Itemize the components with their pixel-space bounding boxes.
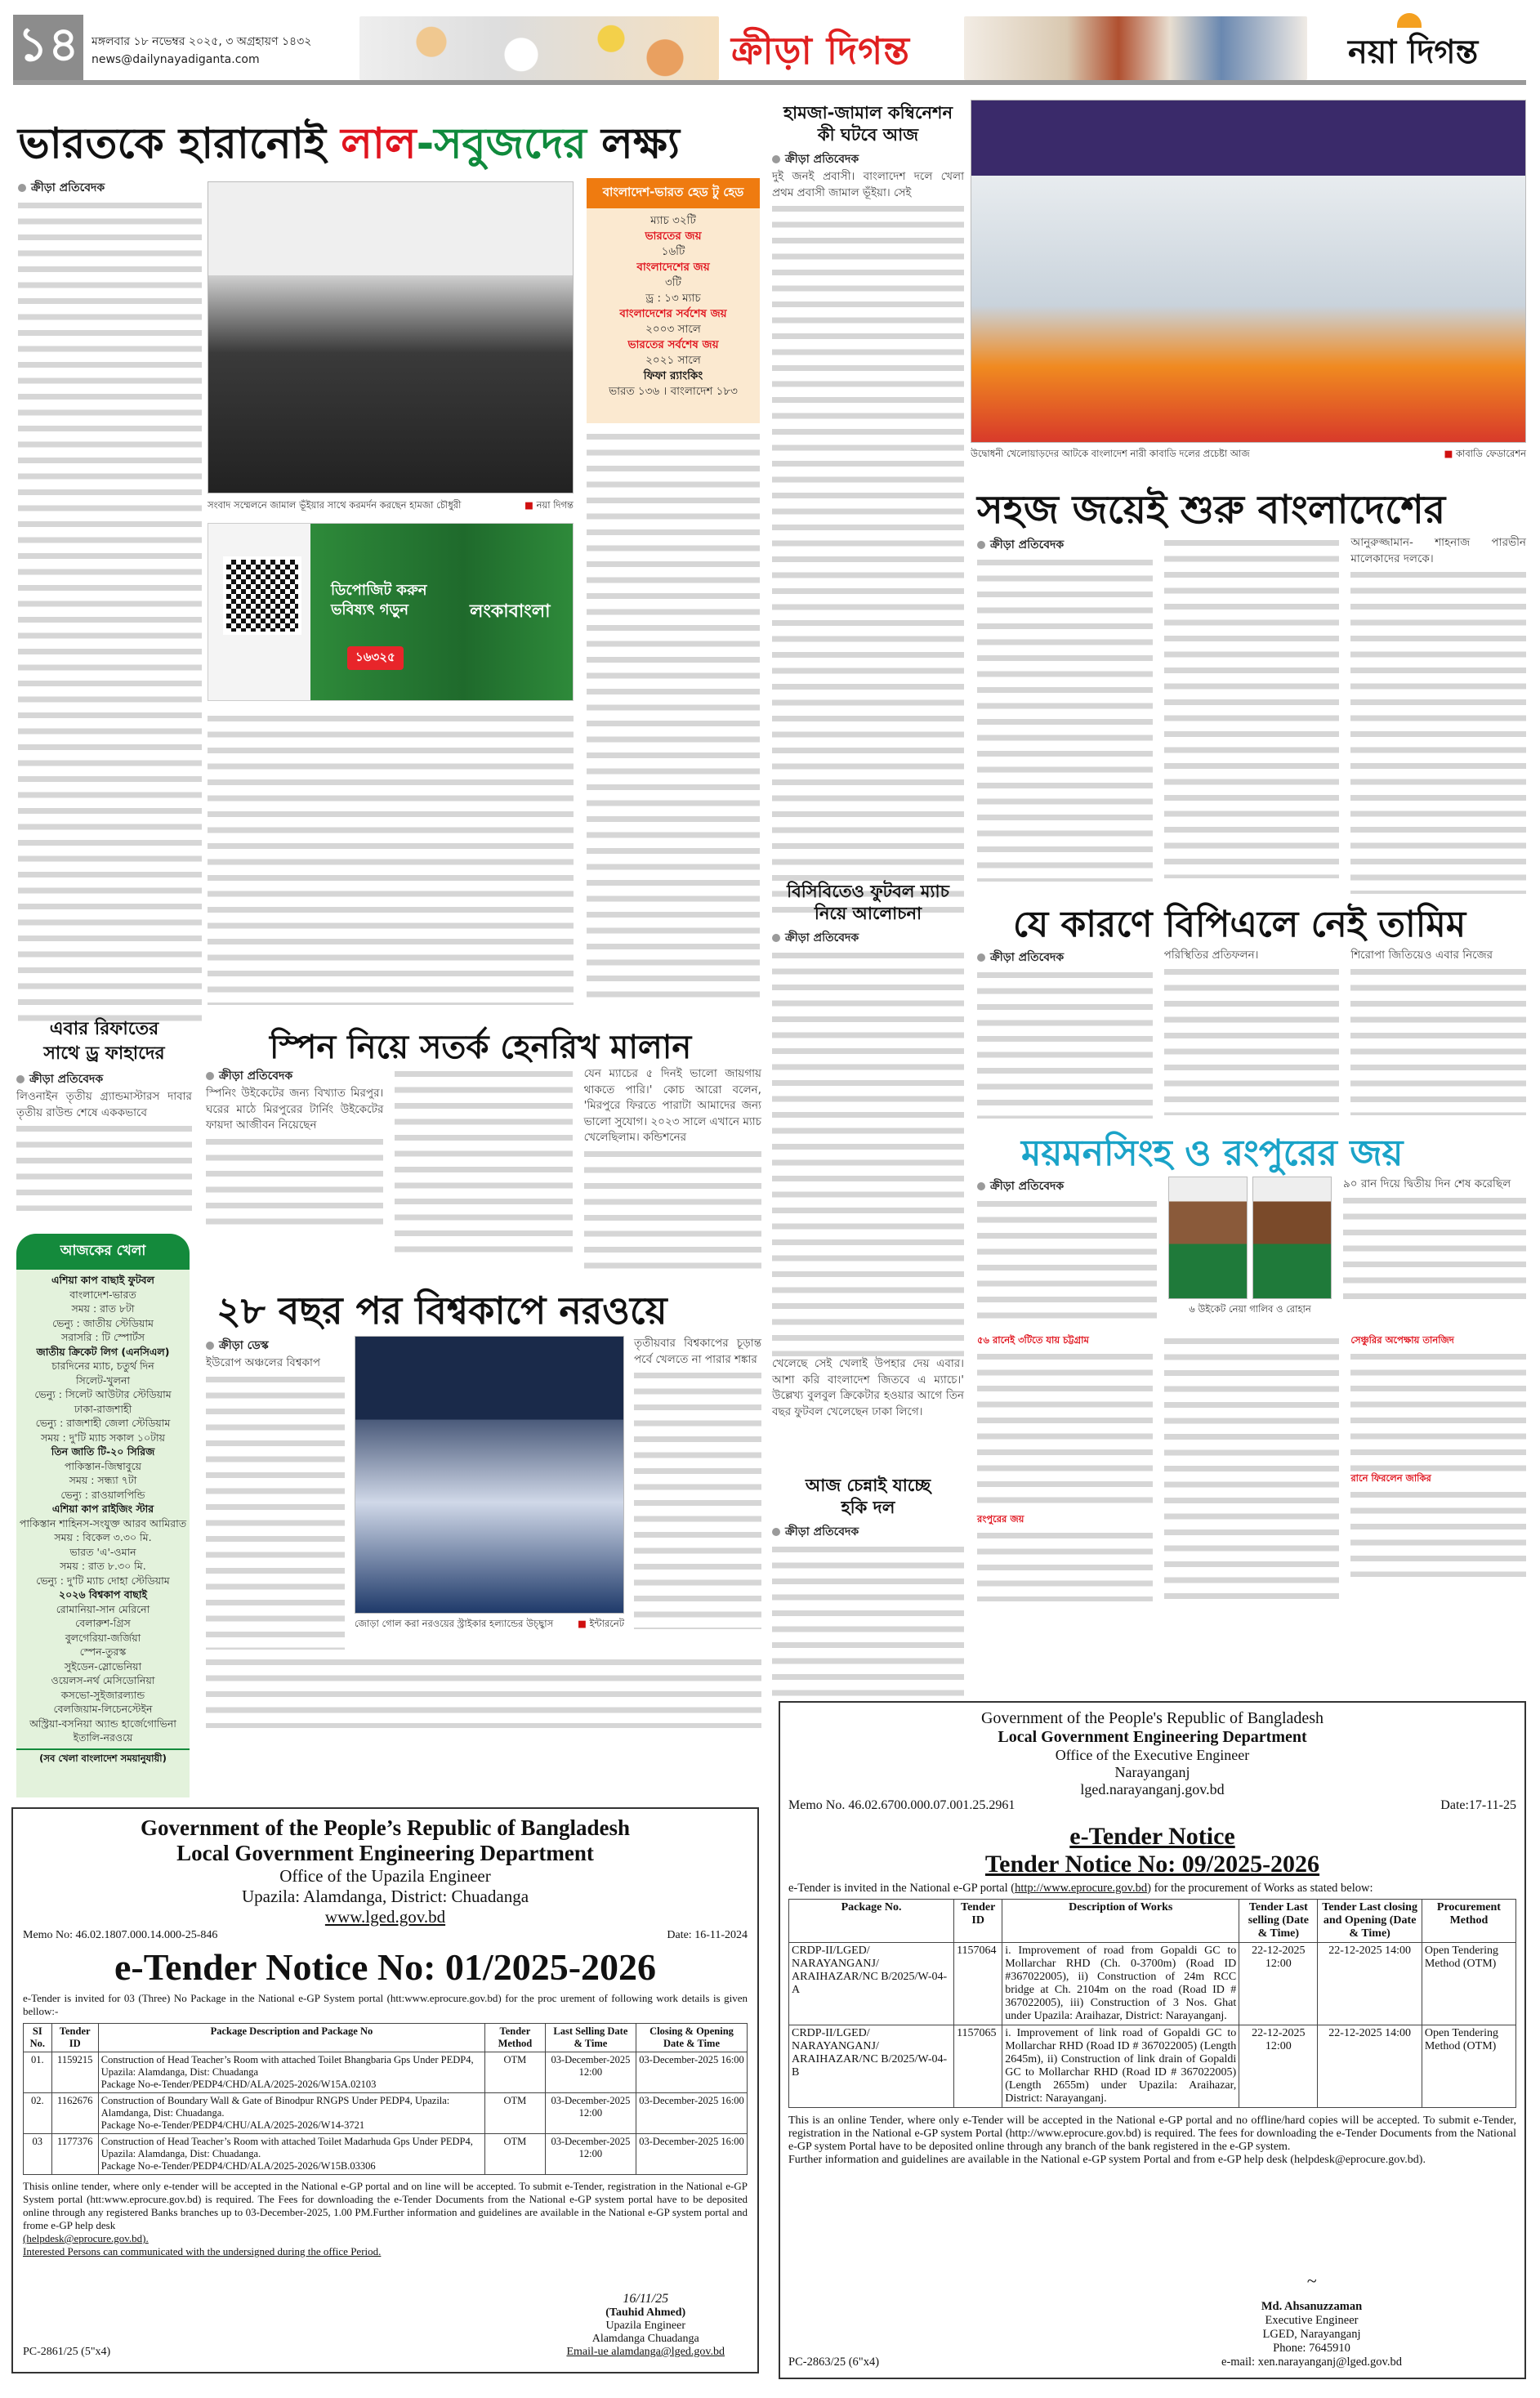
closing-date-cell: 03-December-2025 16:00 (636, 2093, 748, 2134)
games-item: সময় : সন্ধ্যা ৭টা (69, 1474, 137, 1486)
tender-right-office: Office of the Executive Engineer (1055, 1747, 1250, 1763)
games-item: পাকিস্তান শাহিনস-সংযুক্ত আরব আমিরাত (19, 1516, 187, 1529)
todays-games-title: আজকের খেলা (16, 1234, 190, 1270)
bullet-icon (18, 184, 26, 192)
spin-story (206, 1066, 761, 1277)
head-to-head-row: ম্যাচ ৩২টি (650, 214, 696, 227)
norway-right-lead: তৃতীয়বার বিশ্বকাপের চূড়ান্ত পর্বে খেলতে না পারার শঙ্কার (634, 1337, 761, 1366)
games-item: সময় : দু'টি ম্যাচ সকাল ১০টায় (41, 1431, 165, 1444)
norway-headline: ২৮ বছর পর বিশ্বকাপে নরওয়ে (216, 1288, 667, 1333)
tender-right-signer-name: Md. Ahsanuzzaman (1261, 2300, 1363, 2313)
kabaddi-photo-caption: উদ্বোধনী খেলোয়াড়দের আটকে বাংলাদেশ নারী কাবাডি দলের প্রচেষ্টা আজ (971, 448, 1250, 459)
lead-headline-part1: ভারতকে হারানোই (18, 119, 341, 168)
games-category: তিন জাতি টি-২০ সিরিজ (51, 1445, 155, 1458)
head-to-head-row: বাংলাদেশের সর্বশেষ জয় (619, 307, 727, 320)
easy-win-story (977, 535, 1526, 894)
tender-left-intro: e-Tender is invited for 03 (Three) No Package in the National e-GP System portal (htt:www.eprocure.gov.bd) for the proc urement of following work details is given bellow:- (23, 1992, 748, 2017)
table-header-cell: Package No. (789, 1900, 954, 1943)
tender-left-signer-email[interactable]: Email-ue alamdanga@lged.gov.bd (566, 2346, 725, 2358)
tender-right-intro: e-Tender is invited in the National e-GP portal (http://www.eprocure.gov.bd) for the procurement of Works as stated below: (788, 1882, 1373, 1895)
bullet-icon (16, 1075, 25, 1083)
easy-win-col3 (1350, 567, 1526, 894)
todays-games-rows (16, 1270, 190, 1745)
easy-win-headline: সহজ জয়েই শুরু বাংলাদেশের (977, 487, 1446, 533)
games-item: ঢাকা-রাজশাহী (74, 1402, 132, 1415)
hamza-story (772, 102, 964, 920)
tender-right-subtitle: Tender Notice No: 09/2025-2026 (984, 1851, 1320, 1878)
lead-story-continued (208, 711, 574, 1005)
tender-right-memo-row (788, 1798, 1516, 1813)
head-to-head-row: ২০০৩ সালে (645, 323, 701, 336)
kabaddi-photo (971, 100, 1526, 443)
description-cell: Construction of Head Teacher’s Room with attached Toilet Madarhuda Gps Under PEDP4, Upazila: Alamdanga, Dist: Chuadanga. Package No-e-Tender/PEDP4/CHD/ALA/2025-2026/W15B.03306 (98, 2134, 484, 2175)
head-to-head-row: ২০২১ সালে (645, 354, 701, 367)
signature-icon: ~ (1306, 2271, 1317, 2291)
tamim-headline: যে কারণে বিপিএলে নেই তামিম (1013, 904, 1466, 945)
closing-date-cell: 03-December-2025 16:00 (636, 2134, 748, 2175)
bullet-icon (772, 1528, 780, 1536)
tender-right-memo: Memo No. 46.02.6700.000.07.001.25.2961 (788, 1798, 1016, 1812)
ad-brand: লংকাবাংলা (470, 601, 551, 622)
ncl-right-lead: ৯০ রান দিয়ে দ্বিতীয় দিন শেষ করেছিল (1343, 1177, 1511, 1190)
tender-right-signer-org: LGED, Narayanganj (1262, 2328, 1361, 2341)
bullet-icon (772, 155, 780, 163)
head-to-head-row: বাংলাদেশের জয় (636, 261, 710, 274)
tender-right-table-header (789, 1900, 1516, 1943)
rifat-byline: ক্রীড়া প্রতিবেদক (16, 1069, 192, 1089)
rifat-story (16, 1017, 192, 1211)
games-item: ভেন্যু : দু'টি ম্যাচ দোহা স্টেডিয়াম (36, 1574, 170, 1587)
tender-right-dept: Local Government Engineering Department (998, 1728, 1307, 1746)
table-row (24, 2052, 748, 2093)
table-header-cell: Procurement Method (1422, 1900, 1515, 1943)
tamim-col3 (1350, 964, 1526, 1115)
masthead-rule (13, 80, 1526, 85)
tamim-col2-lead: পরিস্থিতির প্রতিফলন। (1163, 949, 1259, 962)
easy-win-col1 (977, 555, 1153, 882)
ncl-story (977, 1177, 1526, 1603)
bcb-headline: বিসিবিতেও ফুটবল ম্যাচ নিয়ে আলোচনা (787, 882, 949, 923)
tender-right-signature-block (1221, 2271, 1402, 2369)
table-header-cell: Tender Method (485, 2024, 546, 2052)
date-line: মঙ্গলবার ১৮ নভেম্বর ২০২৫, ৩ অগ্রহায়ণ ১৪৩২ (92, 35, 312, 48)
tender-left-pc-code: PC-2861/25 (5"x4) (23, 2346, 111, 2358)
table-header-cell: SI No. (24, 2024, 52, 2052)
bullet-icon (977, 1182, 985, 1190)
games-item: সময় : রাত ৮টা (71, 1302, 135, 1315)
selling-date-cell: 03-December-2025 12:00 (545, 2093, 636, 2134)
description-cell: i. Improvement of link road of Gopaldi GC to Mollarchar RHD (Road ID # 367022005) (Length 2645m), ii) Construction of link drain of Gopaldi GC to Mollarchar RHD (Road ID # 367022005) (Length 2655m) under Upazila: Araihazar, District: Narayanganj. (1002, 2025, 1239, 2108)
ncl-subhead: রানে ফিরলেন জাকির (1350, 1472, 1431, 1484)
easy-win-byline: ক্রীড়া প্রতিবেদক (977, 535, 1153, 555)
hamza-story-text (772, 201, 964, 920)
bullet-icon (977, 541, 985, 549)
tender-right-website[interactable]: lged.narayanganj.gov.bd (1080, 1781, 1225, 1797)
tender-right-footer-text: This is an online Tender, where only e-Tender will be accepted in the National e-GP portal and no offline/hard copies will be accepted. To submit e-Tender, registration in the National e-GP system Portal (http://www.eprocure.gov.bd) is required. The fees for downloading the e-Tender Documents from the National e-GP system Portal have to be deposited online through any branch of the bank registered in the e-GP system. (788, 2114, 1516, 2153)
logo-text: নয়া দিগন্ত (1348, 33, 1479, 71)
games-item: রোমানিয়া-সান মেরিনো (56, 1602, 150, 1615)
bullet-icon (206, 1072, 214, 1080)
tender-right-table (788, 1899, 1516, 2108)
games-category: এশিয়া কাপ বাছাই ফুটবল (51, 1274, 154, 1286)
ncl-player-photo-1 (1168, 1177, 1248, 1299)
tender-right-date: Date:17-11-25 (1440, 1798, 1516, 1812)
tender-left-signer-title: Upazila Engineer (605, 2320, 685, 2332)
tender-id-cell: 1157064 (954, 1943, 1002, 2025)
method-cell: Open Tendering Method (OTM) (1422, 2025, 1515, 2108)
method-cell: Open Tendering Method (OTM) (1422, 1943, 1515, 2025)
tender-id-cell: 1177376 (51, 2134, 98, 2175)
tender-left-dept: Local Government Engineering Department (176, 1841, 594, 1865)
rifat-story-text (16, 1121, 192, 1211)
games-item: ওয়েলস-নর্থ মেসিডোনিয়া (51, 1674, 155, 1686)
selling-date-cell: 03-December-2025 12:00 (545, 2134, 636, 2175)
signature-icon: 16/11/25 (623, 2292, 669, 2306)
lead-photo-caption-row (208, 498, 574, 514)
tamim-col3-lead: শিরোপা জিতিয়েও এবার নিজের (1350, 949, 1493, 962)
si-cell: 03 (24, 2134, 52, 2175)
games-item: বেলারুশ-গ্রিস (75, 1617, 131, 1629)
tender-right-signer-title: Executive Engineer (1265, 2314, 1359, 2327)
tender-right-pc-code: PC-2863/25 (6"x4) (788, 2356, 880, 2369)
norway-continued (206, 1654, 761, 1728)
head-to-head-rows (587, 208, 760, 400)
masthead-meta (92, 33, 311, 69)
ncl-col1-bottom (977, 1349, 1153, 1512)
head-to-head-row: ফিফা র‍্যাংকিং (643, 369, 703, 382)
head-to-head-row: ১৬টি (661, 245, 685, 258)
norway-col1 (206, 1372, 345, 1650)
spin-headline: স্পিন নিয়ে সতর্ক হেনরিখ মালান (270, 1029, 692, 1066)
table-header-cell: Tender Last selling (Date & Time) (1239, 1900, 1318, 1943)
bcb-story-text (772, 948, 964, 1356)
tender-id-cell: 1162676 (51, 2093, 98, 2134)
tender-notice-right (779, 1701, 1526, 2379)
hamza-lead: দুই জনই প্রবাসী। বাংলাদেশ দলে খেলা প্রথম প্রবাসী জামাল ভূঁইয়া। সেই (772, 170, 964, 199)
spin-col2 (395, 1066, 572, 1254)
bcb-story-ending: খেলেছে সেই খেলাই উপহার দেয় এবার। আশা করি বাংলাদেশ জিতবে এ ম্যাচে।' উল্লেখ্য বুলবুল ক্রিকেটার হওয়ার আগে তিন বছর ফুটবল খেলেছেন ঢাকা লিগে। (772, 1357, 964, 1418)
qr-code-icon (223, 556, 301, 635)
tender-right-signer-phone: Phone: 7645910 (1273, 2342, 1350, 2355)
games-item: সময় : বিকেল ৩.৩০ মি. (54, 1531, 152, 1543)
games-item: ইতালি-নরওয়ে (73, 1731, 133, 1744)
bcb-story (772, 881, 964, 1420)
tender-right-title: e-Tender Notice (1069, 1823, 1235, 1850)
description-cell: Construction of Boundary Wall & Gate of Binodpur RNGPS Under PEDP4, Upazila: Alamdanga, Dist: Chuadanga. Package No-e-Tender/PEDP4/CHU/ALA/2025-2026/W14-3721 (98, 2093, 484, 2134)
head-to-head-row: ৩টি (665, 276, 681, 289)
lead-headline-red: লাল (341, 119, 417, 168)
lead-photo (208, 181, 574, 493)
games-item: পাকিস্তান-জিম্বাবুয়ে (64, 1459, 142, 1472)
head-to-head-row: ভারতের জয় (645, 230, 702, 243)
games-item: ভেন্যু : সিলেট আউটার স্টেডিয়াম (34, 1388, 172, 1400)
norway-story (206, 1336, 761, 1728)
method-cell: OTM (485, 2134, 546, 2175)
hockey-byline: ক্রীড়া প্রতিবেদক (772, 1522, 964, 1542)
table-row (789, 1943, 1516, 2025)
ncl-headline: ময়মনসিংহ ও রংপুরের জয় (1021, 1132, 1404, 1174)
tender-notice-left (11, 1807, 759, 2373)
si-cell: 02. (24, 2093, 52, 2134)
games-item: অস্ট্রিয়া-বসনিয়া অ্যান্ড হার্জেগোভিনা (29, 1717, 176, 1730)
hamza-byline: ক্রীড়া প্রতিবেদক (772, 150, 964, 169)
tender-right-gov: Government of the People's Republic of Bangladesh (980, 1709, 1324, 1727)
tender-right-footer-text2: Further information and guidelines are available in the National e-GP system Portal and from e-GP help desk (helpdesk@eprocure.gov.bd). (788, 2154, 1426, 2166)
lead-byline: ক্রীড়া প্রতিবেদক (18, 178, 202, 198)
package-cell: CRDP-II/LGED/ NARAYANGANJ/ ARAIHAZAR/NC B/2025/W-04-B (789, 2025, 954, 2108)
lead-story-col4 (587, 429, 760, 1005)
ncl-col1-top (977, 1196, 1157, 1327)
games-item: চারদিনের ম্যাচ, চতুর্থ দিন (51, 1360, 154, 1372)
page-number: ১৪ (13, 15, 83, 80)
games-item: ভেন্যু : রাজশাহী জেলা স্টেডিয়াম (35, 1417, 171, 1429)
easy-win-col2 (1164, 535, 1340, 878)
games-item: স্পেন-তুরস্ক (79, 1646, 127, 1658)
games-item: ভেন্যু : রাওয়ালপিন্ডি (60, 1488, 145, 1501)
norway-caption-row (355, 1617, 624, 1632)
ad-tagline: ডিপোজিট করুন ভবিষ্যৎ গড়ুন (331, 582, 427, 618)
kabaddi-photo-credit: ■ কাবাডি ফেডারেশন (1444, 447, 1526, 462)
games-item: বেলজিয়াম-লিচেনস্টেইন (53, 1703, 153, 1715)
table-header-cell: Package Description and Package No (98, 2024, 484, 2052)
kabaddi-caption-row (971, 447, 1526, 462)
head-to-head-box (587, 178, 760, 423)
bullet-icon (772, 934, 780, 942)
spin-col3 (584, 1146, 761, 1277)
lankabangla-ad[interactable] (208, 523, 574, 701)
games-category: জাতীয় ক্রিকেট লিগ (এনসিএল) (36, 1345, 170, 1358)
games-item: বাংলাদেশ-ভারত (69, 1288, 136, 1301)
games-item: সময় : রাত ৮.৩০ মি. (60, 1560, 146, 1572)
sun-logo-icon (1397, 13, 1422, 28)
ncl-player-photo-2 (1252, 1177, 1332, 1299)
tamim-story (977, 948, 1526, 1119)
ncl-col3-end (1350, 1487, 1526, 1577)
hockey-story-text (772, 1542, 964, 1705)
tender-left-title: e-Tender Notice No: 01/2025-2026 (114, 1946, 657, 1988)
closing-date-cell: 22-12-2025 14:00 (1318, 2025, 1422, 2108)
table-row (789, 2025, 1516, 2108)
hockey-headline: আজ চেন্নাই যাচ্ছে হকি দল (805, 1476, 931, 1517)
ncl-byline: ক্রীড়া প্রতিবেদক (977, 1177, 1157, 1196)
lead-photo-credit: ■ নয়া দিগন্ত (524, 498, 574, 514)
tender-left-location: Upazila: Alamdanga, District: Chuadanga (241, 1887, 529, 1906)
eprocure-link[interactable]: http://www.eprocure.gov.bd (1015, 1882, 1148, 1895)
tender-left-signature-block (566, 2292, 725, 2359)
head-to-head-row: ভারতের সর্বশেষ জয় (627, 338, 719, 351)
head-to-head-row: ভারত ১৩৬ । বাংলাদেশ ১৮৩ (609, 385, 738, 398)
norway-lead: ইউরোপ অঞ্চলের বিশ্বকাপ (206, 1356, 321, 1369)
ncl-col2-bottom (1164, 1333, 1340, 1603)
norway-byline: ক্রীড়া ডেস্ক (206, 1336, 345, 1355)
section-title: ক্রীড়া দিগন্ত (731, 29, 910, 73)
ncl-col3-bottom (1350, 1349, 1526, 1471)
table-row (24, 2134, 748, 2175)
tamim-col2 (1164, 964, 1340, 1115)
athletes-banner-image (964, 16, 1307, 80)
tender-left-table-header (24, 2024, 748, 2052)
games-item: ভারত 'এ'-ওমান (69, 1545, 136, 1558)
tender-left-office: Office of the Upazila Engineer (279, 1866, 491, 1886)
method-cell: OTM (485, 2052, 546, 2093)
table-header-cell: Tender ID (51, 2024, 98, 2052)
rifat-lead: লিওনাইন তৃতীয় গ্র্যান্ডমাস্টারস দাবার তৃতীয় রাউন্ড শেষে এককভাবে (16, 1090, 192, 1119)
easy-win-col3-lead: আনুরুজ্জামান- শাহনাজ পারভীন মালেকাদের দলকে। (1350, 536, 1526, 565)
lead-headline (18, 110, 680, 181)
tender-left-helpdesk-link[interactable]: (helpdesk@eprocure.gov.bd). (23, 2232, 149, 2244)
masthead (0, 0, 1540, 90)
selling-date-cell: 03-December-2025 12:00 (545, 2052, 636, 2093)
norway-col3 (634, 1368, 761, 1629)
games-category: এশিয়া কাপ রাইজিং স্টার (51, 1503, 154, 1515)
ncl-photo-caption: ৬ উইকেট নেয়া গালিব ও রোহান (1189, 1303, 1311, 1315)
description-cell: i. Improvement of road from Gopaldi GC to Mollarchar RHD (Ch. 0-3700m) (Road ID #367022005), ii) Construction of 24m RCC bridge at Ch. 2104m on the road (Road ID # 367022005), iii) Construction of 3 Nos. Ghat under Upazila: Araihazar, District: Narayanganj. (1002, 1943, 1239, 2025)
lead-photo-caption: সংবাদ সম্মেলনে জামাল ভূঁইয়ার সাথে করমর্দন করছেন হামজা চৌধুরী (208, 499, 462, 511)
tender-left-gov: Government of the People’s Republic of Bangladesh (141, 1815, 630, 1840)
tender-id-cell: 1159215 (51, 2052, 98, 2093)
bcb-byline: ক্রীড়া প্রতিবেদক (772, 928, 964, 948)
tender-left-signer-name: (Tauhid Ahmed) (605, 2306, 686, 2319)
table-row (24, 2093, 748, 2134)
sports-balls-banner-image (359, 16, 719, 80)
games-item: সরাসরি : টি স্পোর্টস (60, 1331, 145, 1343)
closing-date-cell: 03-December-2025 16:00 (636, 2052, 748, 2093)
lead-headline-part4: লক্ষ্য (586, 119, 680, 168)
hockey-story (772, 1475, 964, 1705)
lead-story-col1 (18, 178, 202, 1031)
games-item: সিলেট-খুলনা (75, 1373, 131, 1387)
rifat-headline: এবার রিফাতের সাথে ড্র ফাহাদের (43, 1019, 165, 1064)
norway-photo-credit: ■ ইন্টারনেট (578, 1617, 624, 1632)
todays-games-footer: (সব খেলা বাংলাদেশ সময়ানুযায়ী) (16, 1748, 190, 1767)
games-category: ২০২৬ বিশ্বকাপ বাছাই (58, 1588, 148, 1601)
ncl-subhead: ৫৬ রানেই ৩টিতে যায় চট্টগ্রাম (977, 1334, 1089, 1346)
ncl-col3-top (1343, 1193, 1526, 1307)
tender-left-website-link[interactable]: www.lged.gov.bd (324, 1907, 446, 1927)
spin-col1 (206, 1134, 383, 1232)
tender-left-memo-row (23, 1929, 748, 1942)
tender-left-contact-note: Interested Persons can communicated with the undersigned during the office Period. (23, 2245, 382, 2257)
todays-games-box (16, 1234, 190, 1797)
closing-date-cell: 22-12-2025 14:00 (1318, 1943, 1422, 2025)
tender-left-memo: Memo No: 46.02.1807.000.14.000-25-846 (23, 1929, 218, 1941)
si-cell: 01. (24, 2052, 52, 2093)
games-item: সুইডেন-স্লোভেনিয়া (64, 1659, 142, 1672)
norway-photo-caption: জোড়া গোল করা নরওয়ের স্ট্রাইকার হল্যান্ডের উচ্ছ্বাস (355, 1618, 554, 1629)
table-header-cell: Tender Last closing and Opening (Date & Time) (1318, 1900, 1422, 1943)
lead-story-text (18, 198, 202, 1031)
tender-left-signer-place: Alamdanga Chuadanga (591, 2333, 699, 2345)
tender-left-table (23, 2023, 748, 2175)
hamza-headline: হামজা-জামাল কম্বিনেশন কী ঘটবে আজ (783, 103, 953, 145)
tender-id-cell: 1157065 (954, 2025, 1002, 2108)
ncl-col1-end (977, 1528, 1153, 1601)
tender-right-signer-email[interactable]: e-mail: xen.narayanganj@lged.gov.bd (1221, 2356, 1402, 2369)
selling-date-cell: 22-12-2025 12:00 (1239, 1943, 1318, 2025)
games-item: ভেন্যু : জাতীয় স্টেডিয়াম (52, 1316, 154, 1329)
head-to-head-title: বাংলাদেশ-ভারত হেড টু হেড (587, 178, 760, 208)
haaland-photo (355, 1336, 624, 1614)
method-cell: OTM (485, 2093, 546, 2134)
tender-left-date: Date: 16-11-2024 (667, 1929, 748, 1941)
table-header-cell: Description of Works (1002, 1900, 1239, 1943)
spin-lead: স্পিনিং উইকেটের জন্য বিখ্যাত মিরপুর। ঘরের মাঠে মিরপুরের টার্নিং উইকেটের ফায়দা আজীবন নিয়েছেন (206, 1087, 384, 1132)
games-item: কসভো-সুইজারল্যান্ড (60, 1688, 145, 1701)
contact-email[interactable]: news@dailynayadiganta.com (92, 53, 260, 66)
newspaper-logo (1348, 26, 1478, 81)
ncl-subhead: রংপুরের জয় (977, 1513, 1024, 1525)
selling-date-cell: 22-12-2025 12:00 (1239, 2025, 1318, 2108)
spin-byline: ক্রীড়া প্রতিবেদক (206, 1066, 383, 1086)
bullet-icon (206, 1342, 214, 1350)
description-cell: Construction of Head Teacher’s Room with attached Toilet Bhangbaria Gps Under PEDP4, Upazila: Alamdanga, Dist: Chuadanga Package No-e-Tender/PEDP4/CHD/ALA/2025-2026/W15A.02103 (98, 2052, 484, 2093)
ad-hotline: ১৬৩২৫ (347, 646, 404, 670)
head-to-head-row: ড্র : ১৩ ম্যাচ (645, 292, 701, 305)
table-header-cell: Tender ID (954, 1900, 1002, 1943)
tender-right-location: Narayanganj (1114, 1764, 1190, 1780)
table-header-cell: Closing & Opening Date & Time (636, 2024, 748, 2052)
bullet-icon (977, 953, 985, 962)
spin-col3-lead: যেন ম্যাচের ৫ দিনই ভালো জায়গায় থাকতে পারি।' কোচ আরো বলেন, 'মিরপুরে ফিরতে পারাটা আমাদের জন্য ভালো সুযোগ। ২০২৩ সালে এখানে ম্যাচ খেলেছিলাম। কন্ডিশনের (583, 1067, 761, 1144)
tender-left-footer-text: Thisis online tender, where only e-tender will be accepted in the National e-GP portal and on line will be accepted. To submit e-Tender, registration in the National e-GP System portal (htt:www.eprocure.gov.bd) is required. The Fees for downloading the e-Tender Documents from the National e-GP system portal have to be deposited online through any registered Banks branches up to 03-December-2025, 1.00 PM.Further information and guidelines are available in the National e-GP system portal and frome e-GP help desk (23, 2180, 748, 2231)
games-item: বুলগেরিয়া-জর্জিয়া (65, 1631, 141, 1644)
lead-headline-green: -সবুজদের (416, 119, 587, 168)
tamim-byline: ক্রীড়া প্রতিবেদক (977, 948, 1153, 967)
ncl-subhead: সেঞ্চুরির অপেক্ষায় তানজিদ (1350, 1334, 1454, 1346)
table-header-cell: Last Selling Date & Time (545, 2024, 636, 2052)
package-cell: CRDP-II/LGED/ NARAYANGANJ/ ARAIHAZAR/NC B/2025/W-04-A (789, 1943, 954, 2025)
tamim-col1 (977, 967, 1153, 1119)
